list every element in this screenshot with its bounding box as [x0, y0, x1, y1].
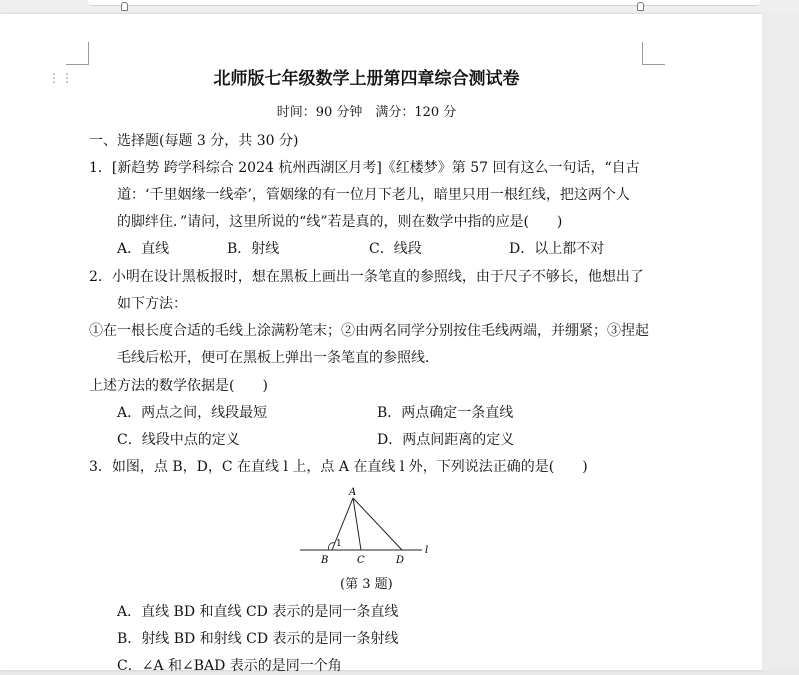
q2-option-c: C．线段中点的定义	[117, 432, 240, 448]
exam-time-score: 时间：90 分钟 满分：120 分	[276, 105, 457, 120]
label-angle-1: 1	[336, 539, 342, 549]
q1-line-2: 道：‘千里姻缘一线牵’，管姻缘的有一位月下老儿，暗里只用一根红线，把这两个人	[117, 187, 630, 203]
q1-option-c: C．线段	[369, 241, 422, 257]
q2-option-b: B．两点确定一条直线	[377, 405, 514, 421]
document-page[interactable]	[0, 14, 762, 674]
margin-corner-top-right	[642, 42, 665, 65]
page-title: 北师版七年级数学上册第四章综合测试卷	[213, 69, 520, 89]
label-c: C	[357, 555, 365, 566]
q3-figure-caption: (第 3 题)	[340, 577, 393, 592]
right-gutter	[762, 14, 799, 670]
segment-ad	[353, 498, 402, 550]
horizontal-ruler[interactable]	[88, 0, 760, 6]
q2-line-3: ①在一根长度合适的毛线上涂满粉笔末；②由两名同学分别按住毛线两端，并绷紧；③捏起	[89, 323, 649, 339]
margin-corner-top-left	[66, 42, 89, 65]
q1-option-a: A．直线	[117, 241, 170, 257]
label-d: D	[396, 555, 405, 566]
q1-option-b: B．射线	[227, 241, 280, 257]
q3-option-c: C．∠A 和∠BAD 表示的是同一个角	[117, 658, 342, 674]
left-indent-marker-icon[interactable]	[121, 2, 128, 11]
drag-handle-icon[interactable]: ⋮⋮	[48, 71, 74, 85]
label-b: B	[321, 555, 329, 566]
q3-option-b: B．射线 BD 和射线 CD 表示的是同一条射线	[117, 631, 399, 647]
top-toolbar-strip	[0, 0, 799, 14]
section-heading: 一、选择题(每题 3 分，共 30 分)	[89, 133, 299, 149]
q2-line-1: 2．小明在设计黑板报时，想在黑板上画出一条笔直的参照线，由于尺子不够长，他想出了	[89, 269, 644, 285]
q2-line-5: 上述方法的数学依据是( )	[89, 378, 268, 394]
q3-line-1: 3．如图，点 B，D，C 在直线 l 上，点 A 在直线 l 外，下列说法正确的是( )	[89, 459, 588, 475]
q3-geometry-figure	[298, 484, 438, 572]
q2-option-a: A．两点之间，线段最短	[117, 405, 268, 421]
label-l: l	[425, 545, 429, 556]
q1-option-d: D．以上都不对	[509, 241, 605, 257]
q1-line-1: 1．[新趋势 跨学科综合 2024 杭州西湖区月考]《红楼梦》第 57 回有这么一句话，“自古	[89, 160, 640, 176]
q2-option-d: D．两点间距离的定义	[377, 432, 515, 448]
q1-line-3: 的脚绊住．”请问，这里所说的“线”若是真的，则在数学中指的应是( )	[117, 214, 563, 230]
q3-option-a: A．直线 BD 和直线 CD 表示的是同一条直线	[117, 604, 399, 620]
label-a: A	[349, 487, 357, 498]
right-indent-marker-icon[interactable]	[637, 2, 644, 11]
q2-line-4: 毛线后松开，便可在黑板上弹出一条笔直的参照线．	[117, 350, 439, 366]
q2-line-2: 如下方法：	[117, 296, 187, 312]
